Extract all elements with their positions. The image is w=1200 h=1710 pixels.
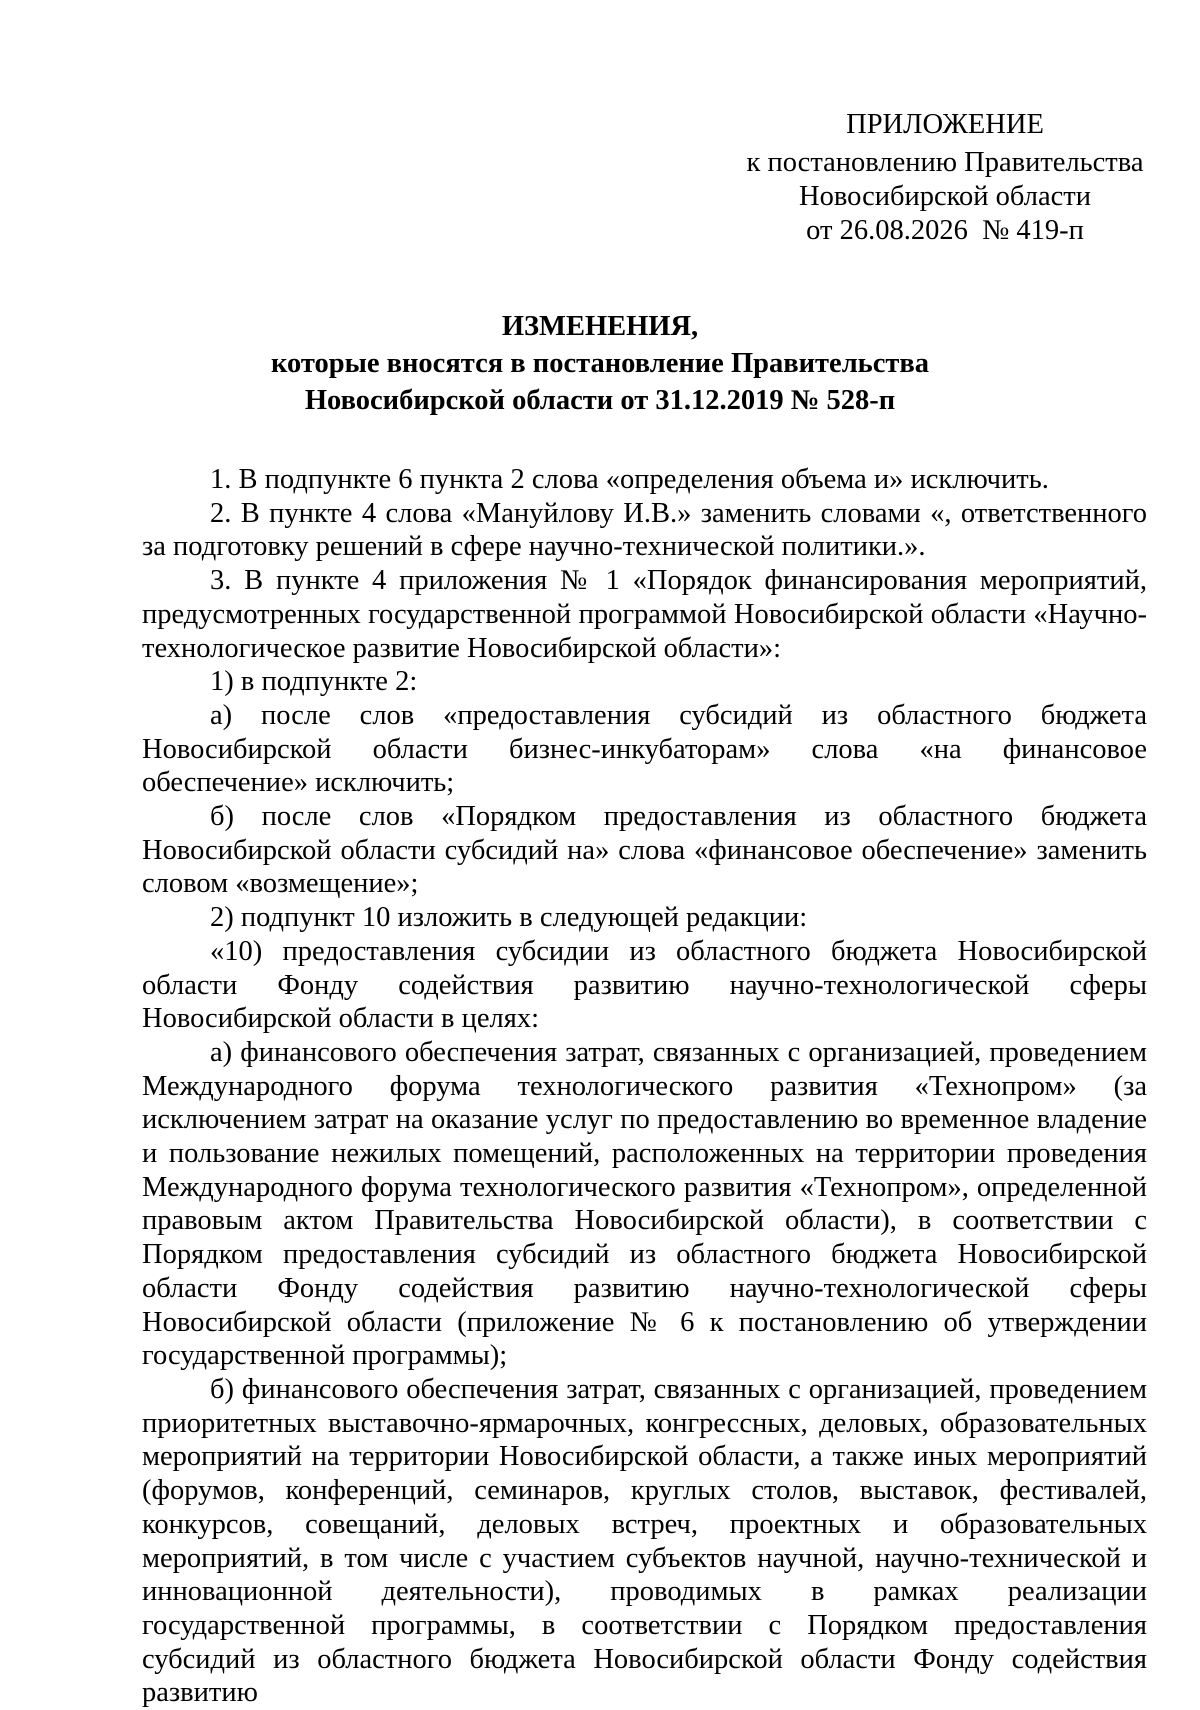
- appendix-date-number: от 26.08.2026 № 419-п: [806, 215, 1084, 246]
- document-title: ИЗМЕНЕНИЯ,: [501, 311, 699, 342]
- document-title-block: [0, 308, 1200, 419]
- paragraph: б) финансового обеспечения затрат, связанных с организацией, проведением приоритетных выставочно-ярмарочных, конгрессных, деловых, образовательных мероприятий на территории Новосибирской области, а также иных мероприятий (форумов, конференций, семинаров, круглых столов, выставок, фестивалей, конкурсов, совещаний, деловых встреч, проектных и образовательных мероприятий, в том числе с участием субъектов научной, научно-технической и инновационной деятельности), проводимых в рамках реализации государственной программы, в соответствии с Порядком предоставления субсидий из областного бюджета Новосибирской области Фонду содействия развитию: [142, 1373, 1147, 1709]
- paragraph: б) после слов «Порядком предоставления из областного бюджета Новосибирской области субсидий на» слова «финансовое обеспечение» заменить словом «возмещение»;: [142, 801, 1147, 900]
- paragraph: а) финансового обеспечения затрат, связанных с организацией, проведением Международного форума технологического развития «Технопром» (за исключением затрат на оказание услуг по предоставлению во временное владение и пользование нежилых помещений, расположенных на территории проведения Международного форума технологического развития «Технопром», определенной правовым актом Правительства Новосибирской области), в соответствии с Порядком предоставления субсидий из областного бюджета Новосибирской области Фонду содействия развитию научно-технологической сферы Новосибирской области (приложение № 6 к постановлению об утверждении государственной программы);: [142, 1036, 1147, 1372]
- appendix-block: [735, 108, 1155, 248]
- appendix-line: к постановлению Правительства: [746, 147, 1144, 178]
- document-body: [142, 463, 1147, 1710]
- paragraph: 3. В пункте 4 приложения № 1 «Порядок финансирования мероприятий, предусмотренных государственной программой Новосибирской области «Научно-технологическое развитие Новосибирской области»:: [142, 565, 1147, 664]
- paragraph: 2. В пункте 4 слова «Мануйлову И.В.» заменить словами «, ответственного за подготовку решений в сфере научно-технической политики.».: [142, 497, 1147, 563]
- document-subtitle: Новосибирской области от 31.12.2019 № 528-п: [304, 385, 896, 416]
- paragraph: 1. В подпункте 6 пункта 2 слова «определения объема и» исключить.: [210, 464, 1049, 495]
- document-subtitle: которые вносятся в постановление Правительства: [270, 348, 930, 379]
- paragraph: 1) в подпункте 2:: [210, 666, 418, 698]
- paragraph: «10) предоставления субсидии из областного бюджета Новосибирской области Фонду содействия развитию научно-технологической сферы Новосибирской области в целях:: [142, 935, 1147, 1035]
- appendix-heading: ПРИЛОЖЕНИЕ: [846, 109, 1044, 140]
- paragraph: а) после слов «предоставления субсидий из областного бюджета Новосибирской области бизнес-инкубаторам» слова «на финансовое обеспечение» исключить;: [142, 699, 1147, 799]
- paragraph: 2) подпункт 10 изложить в следующей редакции:: [210, 902, 808, 934]
- appendix-line: Новосибирской области: [799, 181, 1091, 212]
